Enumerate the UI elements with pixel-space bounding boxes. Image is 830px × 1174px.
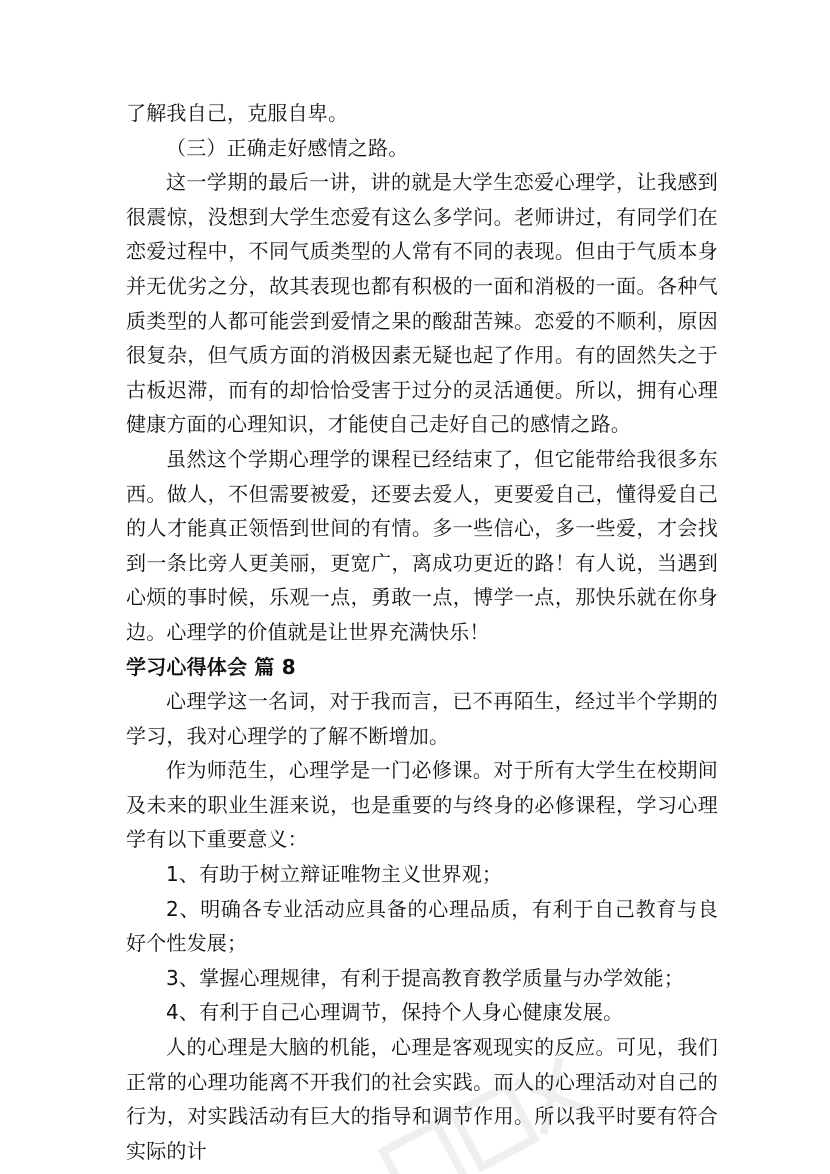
- list-item: 3、掌握心理规律，有利于提高教育教学质量与办学效能；: [166, 965, 684, 990]
- section-heading: 学习心得体会 篇 8: [126, 654, 296, 679]
- paragraph: 作为师范生，心理学是一门必修课。对于所有大学生在校期间及未来的职业生涯来说，也是重要的与终身的必修课程，学习心理学有以下重要意义：: [126, 758, 718, 852]
- paragraph: 人的心理是大脑的机能，心理是客观现实的反应。可见，我们正常的心理功能离不开我们的社会实践。而人的心理活动对自己的行为，对实践活动有巨大的指导和调节作用。所以我平时要有符合实际的计: [126, 1035, 718, 1163]
- paragraph: 了解我自己，克服自卑。: [126, 101, 349, 125]
- list-item: 2、明确各专业活动应具备的心理品质，有利于自己教育与良好个性发展；: [126, 896, 718, 956]
- paragraph: 心理学这一名词，对于我而言，已不再陌生，经过半个学期的学习，我对心理学的了解不断增加。: [126, 689, 718, 748]
- paragraph: 这一学期的最后一讲，讲的就是大学生恋爱心理学，让我感到很震惊，没想到大学生恋爱有这么多学问。老师讲过，有同学们在恋爱过程中，不同气质类型的人常有不同的表现。但由于气质本身并无优劣之分，故其表现也都有积极的一面和消极的一面。各种气质类型的人都可能尝到爱情之果的酸甜苦辣。恋爱的不顺利，原因很复杂，但气质方面的消极因素无疑也起了作用。有的固然失之于古板迟滞，而有的却恰恰受害于过分的灵活通便。所以，拥有心理健康方面的心理知识，才能使自己走好自己的感情之路。: [126, 170, 718, 437]
- paragraph: 虽然这个学期心理学的课程已经结束了，但它能带给我很多东西。做人，不但需要被爱，还要去爱人，更要爱自己，懂得爱自己的人才能真正领悟到世间的有情。多一些信心，多一些爱，才会找到一条比旁人更美丽，更宽广，离成功更近的路！有人说，当遇到心烦的事时候，乐观一点，勇敢一点，博学一点，那快乐就在你身边。心理学的价值就是让世界充满快乐！: [126, 446, 718, 644]
- document-body: [126, 96, 718, 1168]
- list-item: 1、有助于树立辩证唯物主义世界观；: [166, 862, 503, 887]
- list-item: 4、有利于自己心理调节，保持个人身心健康发展。: [166, 1000, 624, 1025]
- subheading-paragraph: （三）正确走好感情之路。: [166, 135, 409, 160]
